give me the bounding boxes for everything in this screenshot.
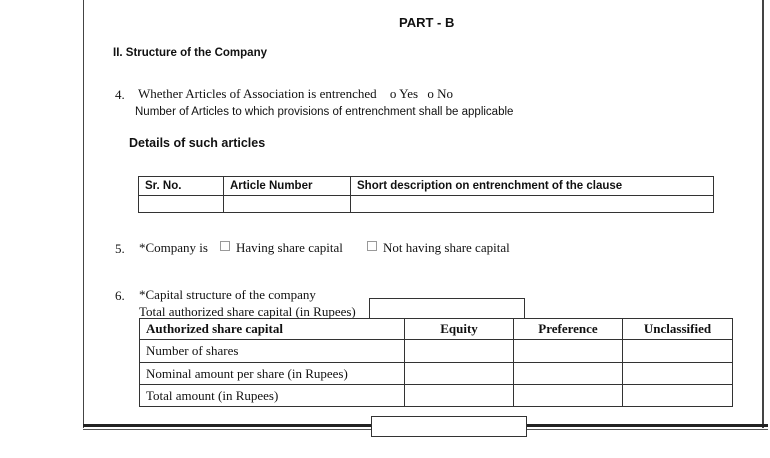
details-heading: Details of such articles <box>129 136 266 150</box>
authorized-capital-input[interactable] <box>369 298 525 319</box>
short-description-cell[interactable] <box>351 196 714 213</box>
col-sr-no: Sr. No. <box>139 177 224 196</box>
q4-number: 4. <box>115 87 125 102</box>
row-label: Number of shares <box>140 340 405 363</box>
preference-cell[interactable] <box>514 363 623 385</box>
part-title: PART - B <box>399 15 455 30</box>
equity-cell[interactable] <box>405 340 514 363</box>
q4-subtext: Number of Articles to which provisions of entrenchment shall be applicable <box>135 106 514 118</box>
no-radio[interactable]: o No <box>427 86 453 101</box>
row-label: Nominal amount per share (in Rupees) <box>140 363 405 385</box>
equity-cell[interactable] <box>405 363 514 385</box>
authorized-capital-value <box>370 300 374 315</box>
unclassified-cell[interactable] <box>623 363 733 385</box>
capital-structure-table <box>139 318 733 407</box>
yes-radio[interactable]: o Yes <box>389 86 419 101</box>
having-share-capital-label: Having share capital <box>236 240 343 255</box>
q4-question-text: Whether Articles of Association is entrenched <box>138 86 377 101</box>
q5-label: *Company is <box>139 240 208 255</box>
bottom-field-value <box>372 418 376 433</box>
not-having-share-capital-option[interactable] <box>367 240 510 256</box>
preference-cell[interactable] <box>514 385 623 407</box>
col-short-description: Short description on entrenchment of the clause <box>351 177 714 196</box>
bottom-input-box[interactable] <box>371 416 527 437</box>
table-row <box>140 340 733 363</box>
col-authorized-share-capital: Authorized share capital <box>140 319 405 340</box>
page-frame-left <box>83 0 84 428</box>
having-share-capital-checkbox[interactable] <box>220 241 230 251</box>
having-share-capital-option[interactable] <box>220 240 343 256</box>
not-having-share-capital-label: Not having share capital <box>383 240 510 255</box>
table-row <box>140 385 733 407</box>
equity-cell[interactable] <box>405 385 514 407</box>
q5-number: 5. <box>115 241 125 256</box>
row-label: Total amount (in Rupees) <box>140 385 405 407</box>
unclassified-cell[interactable] <box>623 340 733 363</box>
table-row <box>140 363 733 385</box>
not-having-share-capital-checkbox[interactable] <box>367 241 377 251</box>
q4-question <box>138 86 457 102</box>
q6-number: 6. <box>115 288 125 303</box>
col-unclassified: Unclassified <box>623 319 733 340</box>
articles-table <box>138 176 714 213</box>
sr-no-cell[interactable] <box>139 196 224 213</box>
preference-cell[interactable] <box>514 340 623 363</box>
col-preference: Preference <box>514 319 623 340</box>
q6-label: *Capital structure of the company <box>139 287 316 302</box>
page-frame-right <box>762 0 764 428</box>
col-equity: Equity <box>405 319 514 340</box>
article-number-cell[interactable] <box>224 196 351 213</box>
col-article-number: Article Number <box>224 177 351 196</box>
section-title: II. Structure of the Company <box>113 47 267 59</box>
unclassified-cell[interactable] <box>623 385 733 407</box>
authorized-capital-label: Total authorized share capital (in Rupees) <box>139 304 356 319</box>
